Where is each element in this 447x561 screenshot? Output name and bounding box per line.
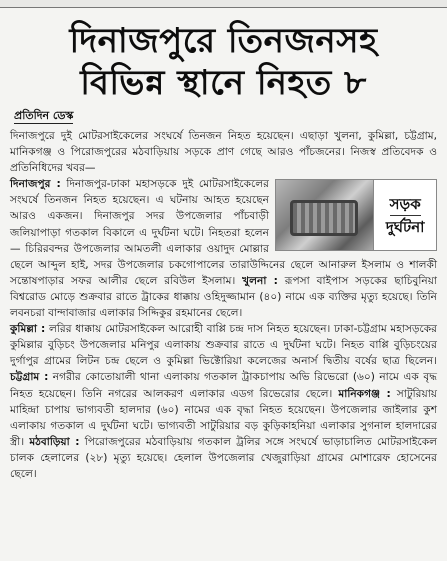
section-text: দিনাজপুর-ঢাকা মহাসড়কে দুই মোটরসাইকেলের সংঘর্ষে তিনজন নিহত হয়েছেন। এ ঘটনায় আহত হয়েছেন আরও একজন। দিনাজপুর সদর উপজেলার পাঁচবাড়ী জলিয়াপাড়া গতকাল বিকালে এ দুর্ঘটনা ঘটে। নিহতরা হলেন— চিরিরবন্দর উপজেলার আমতলী এলাকার ওয়াদুদ মোল্লার ছেলে আব্দুল হাই, সদর উপজেলার চকগোপালের তারাউদ্দিনের ছেলে আনারুল ইসলাম ও শালকী সন্তোষপাড়ার সফর আলীর ছেলে রবিউল ইসলাম।	[10, 178, 437, 287]
section-text: পিরোজপুরের মঠবাড়িয়ায় গতকাল ট্রলির সঙ্গে সংঘর্ষে ভাড়াচালিত মোটরসাইকেল চালক হেলালের (২৮) মৃত্যু হয়েছে। হেলাল উপজেলার খেজুরাড়িয়া গ্রামের মোশারেফ হোসেনের ছেলে।	[10, 435, 438, 480]
headline	[0, 20, 447, 104]
section-text: সাটুরিয়ায় মাহিন্দ্রা চাপায় ভাগ্যবতী হালদার (৬০) নামের এক বৃদ্ধা নিহত হয়েছেন। উপজেলার জাইলার কুশ এলাকায় গতকাল এ দুর্ঘটনা ঘটে। ভাগ্যবতী সাটুরিয়ার বড় কুড়িকাহনিয়া এলাকার সুগনাল হালদারের স্ত্রী।	[10, 387, 438, 448]
section-place: মঠবাড়িয়া :	[29, 435, 80, 448]
accident-photo-figure	[275, 179, 437, 251]
photo-tag-line-2: দুর্ঘটনা	[385, 217, 425, 236]
section-place: দিনাজপুর :	[10, 178, 61, 191]
article-section-cumilla	[10, 321, 437, 482]
section-place: মানিকগঞ্জ :	[338, 387, 391, 400]
photo-tag	[373, 180, 436, 250]
top-strip	[0, 0, 447, 8]
accident-photo	[276, 180, 373, 250]
headline-line-2: বিভিন্ন স্থানে নিহত ৮	[80, 63, 367, 103]
article-body	[10, 128, 437, 482]
section-text: লরির ধাক্কায় মোটরসাইকেল আরোহী বাপ্পি চন্দ্র দাস নিহত হয়েছেন। ঢাকা-চট্টগ্রাম মহাসড়কের কুমিল্লার বুড়িচং উপজেলার মনিপুর এলাকায় শুক্রবার রাতে এ দুর্ঘটনা ঘটে। নিহত বাপ্পি বুড়িচংয়ের দুর্গাপুর গ্রামের লিটন চন্দ্র ছেলে ও কুমিল্লা ভিক্টোরিয়া কলেজের অনার্স দ্বিতীয় বর্ষের ছাত্র ছিলেন।	[10, 323, 437, 368]
byline: প্রতিদিন ডেস্ক	[14, 109, 74, 122]
section-place: খুলনা :	[242, 274, 278, 287]
section-place: কুমিল্লা :	[10, 323, 46, 336]
section-text: নগরীর কোতোয়ালী থানা এলাকায় গতকাল ট্রাকচাপায় অভি রিভেরো (৬০) নামে এক বৃদ্ধ নিহত হয়েছেন। তিনি নগরের আলকরণ এলাকার এডগ রিভেরোর ছেলে।	[10, 371, 437, 400]
photo-tag-line-1: সড়ক	[390, 195, 421, 216]
section-place: চট্টগ্রাম :	[10, 371, 49, 384]
headline-line-1: দিনাজপুরে তিনজনসহ	[69, 21, 378, 61]
section-text: রূপসা বাইপাস সড়কের ছাচিবুনিয়া বিশ্বরোড মোড়ে শুক্রবার রাতে ট্রাকের ধাক্কায় ওহিদুজ্জামান (৪০) নামে এক ব্যক্তির মৃত্যু হয়েছে। তিনি লবনচরা বান্দাবাজার এলাকার সিদ্দিকুর রহমানের ছেলে।	[10, 274, 438, 320]
article-intro: দিনাজপুরে দুই মোটরসাইকেলের সংঘর্ষে তিনজন নিহত হয়েছেন। এছাড়া খুলনা, কুমিল্লা, চট্টগ্রাম, মানিকগঞ্জ ও পিরোজপুরের মঠবাড়িয়ায় সড়কে প্রাণ গেছে আরও পাঁচজনের। নিজস্ব প্রতিবেদক ও প্রতিনিধিদের খবর—	[10, 130, 437, 175]
